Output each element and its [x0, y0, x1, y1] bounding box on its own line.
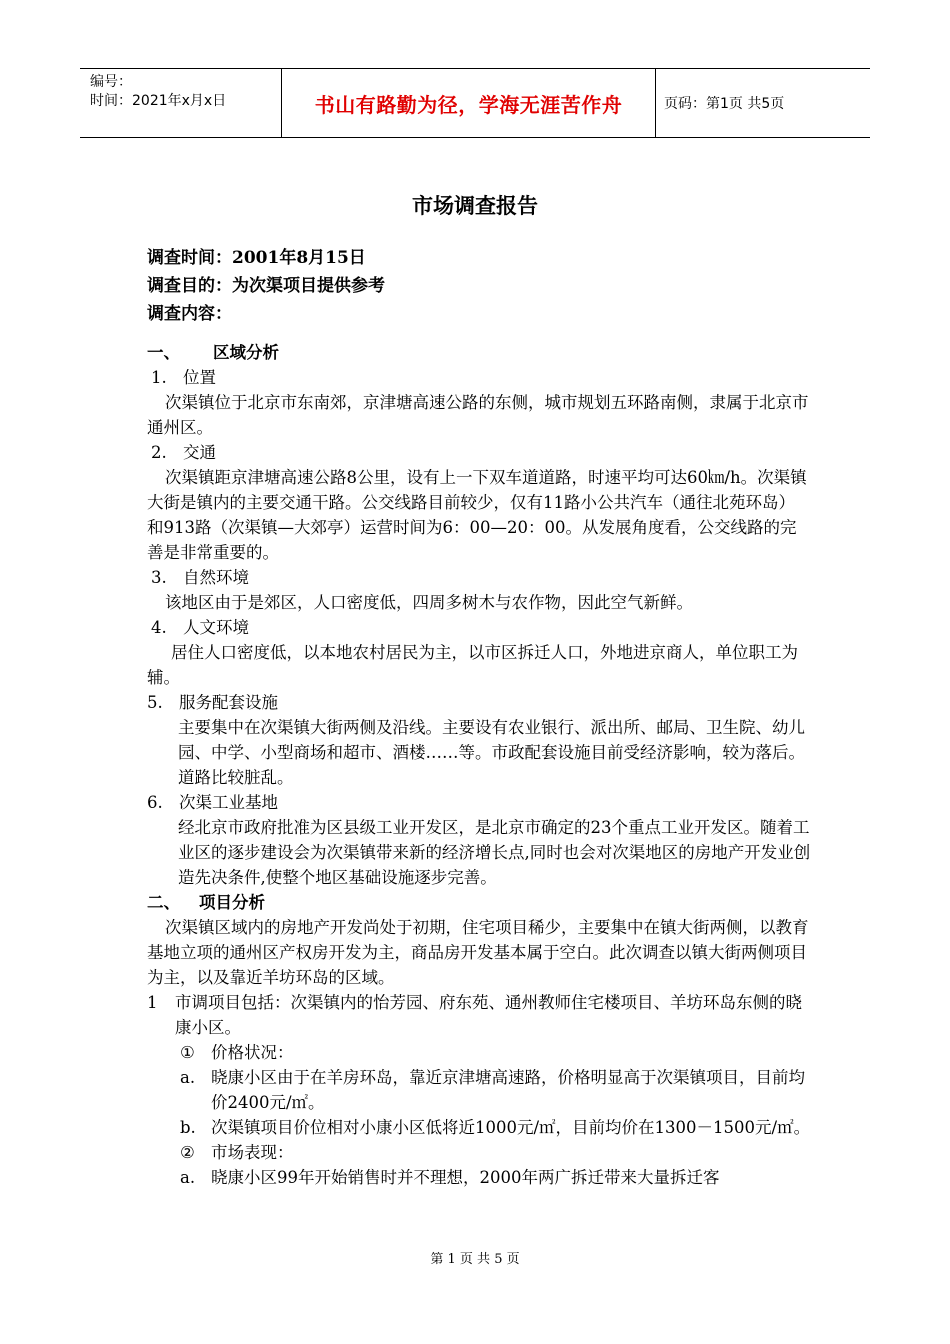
- section-heading-2: 二、 项目分析: [147, 893, 265, 912]
- section-heading-1: 一、 区域分析: [147, 343, 279, 362]
- time-label: 时间：2021年x月x日: [90, 93, 227, 109]
- survey-meta: [147, 244, 385, 328]
- document-title: 市场调查报告: [412, 193, 538, 218]
- header-motto: 书山有路勤为径，学海无涯苦作舟: [282, 69, 656, 137]
- header-page-info: 页码：第1页 共5页: [664, 96, 785, 112]
- paragraph-culture: 居住人口密度低，以本地农村居民为主，以市区拆迁人口，外地进京商人，单位职工为辅。: [147, 643, 798, 687]
- subheading-location: 1. 位置: [151, 368, 216, 387]
- document-body: [147, 340, 811, 1190]
- subheading-price: ① 价格状况：: [180, 1043, 294, 1062]
- subheading-traffic: 2. 交通: [151, 443, 216, 462]
- paragraph-project-intro: 次渠镇区域内的房地产开发尚处于初期，住宅项目稀少，主要集中在镇大街两侧，以教育基地立项的通州区产权房开发为主，商品房开发基本属于空白。此次调查以镇大街两侧项目为主，以及靠近羊坊环岛的区域。: [147, 918, 809, 987]
- number-label: 编号：: [90, 74, 132, 90]
- paragraph-nature: 该地区由于是郊区，人口密度低，四周多树木与农作物，因此空气新鲜。: [165, 593, 693, 612]
- paragraph-services: 主要集中在次渠镇大街两侧及沿线。主要设有农业银行、派出所、邮局、卫生院、幼儿园、中学、小型商场和超市、酒楼……等。市政配套设施目前受经济影响，较为落后。道路比较脏乱。: [178, 718, 805, 787]
- subheading-industrial: 6. 次渠工业基地: [147, 793, 278, 812]
- survey-content: 调查内容：: [147, 304, 232, 324]
- subheading-nature: 3. 自然环境: [151, 568, 249, 587]
- paragraph-location: 次渠镇位于北京市东南郊，京津塘高速公路的东侧，城市规划五环路南侧，隶属于北京市通州区。: [147, 393, 809, 437]
- paragraph-traffic: 次渠镇距京津塘高速公路8公里，设有上一下双车道道路，时速平均可达60㎞/h。次渠镇大街是镇内的主要交通干路。公交线路目前较少，仅有11路小公共汽车（通往北苑环岛）和913路（次渠镇—大郊亭）运营时间为6：00—20：00。从发展角度看，公交线路的完善是非常重要的。: [147, 468, 807, 562]
- list-item-price-a: a. 晓康小区由于在羊房环岛，靠近京津塘高速路，价格明显高于次渠镇项目，目前均价2400元/㎡。: [180, 1068, 805, 1112]
- survey-purpose: 调查目的：为次渠项目提供参考: [147, 276, 385, 296]
- paragraph-industrial: 经北京市政府批准为区县级工业开发区，是北京市确定的23个重点工业开发区。随着工业区的逐步建设会为次渠镇带来新的经济增长点,同时也会对次渠地区的房地产开发业创造先决条件,使整个地区基础设施逐步完善。: [178, 818, 811, 887]
- header-info: [80, 69, 282, 137]
- subheading-culture: 4. 人文环境: [151, 618, 249, 637]
- page-footer: 第 1 页 共 5 页: [430, 1252, 520, 1267]
- list-item-survey-projects: 1 市调项目包括：次渠镇内的怡芳园、府东苑、通州教师住宅楼项目、羊坊环岛东侧的晓康小区。: [147, 993, 802, 1037]
- survey-time: 调查时间：2001年8月15日: [147, 248, 366, 268]
- list-item-price-b: b. 次渠镇项目价位相对小康小区低将近1000元/㎡，目前均价在1300－1500元/㎡。: [180, 1118, 811, 1137]
- list-item-market-a: a. 晓康小区99年开始销售时并不理想，2000年两广拆迁带来大量拆迁客: [180, 1168, 720, 1187]
- subheading-services: 5. 服务配套设施: [147, 693, 278, 712]
- subheading-market: ② 市场表现：: [180, 1143, 294, 1162]
- page-header: [80, 68, 870, 138]
